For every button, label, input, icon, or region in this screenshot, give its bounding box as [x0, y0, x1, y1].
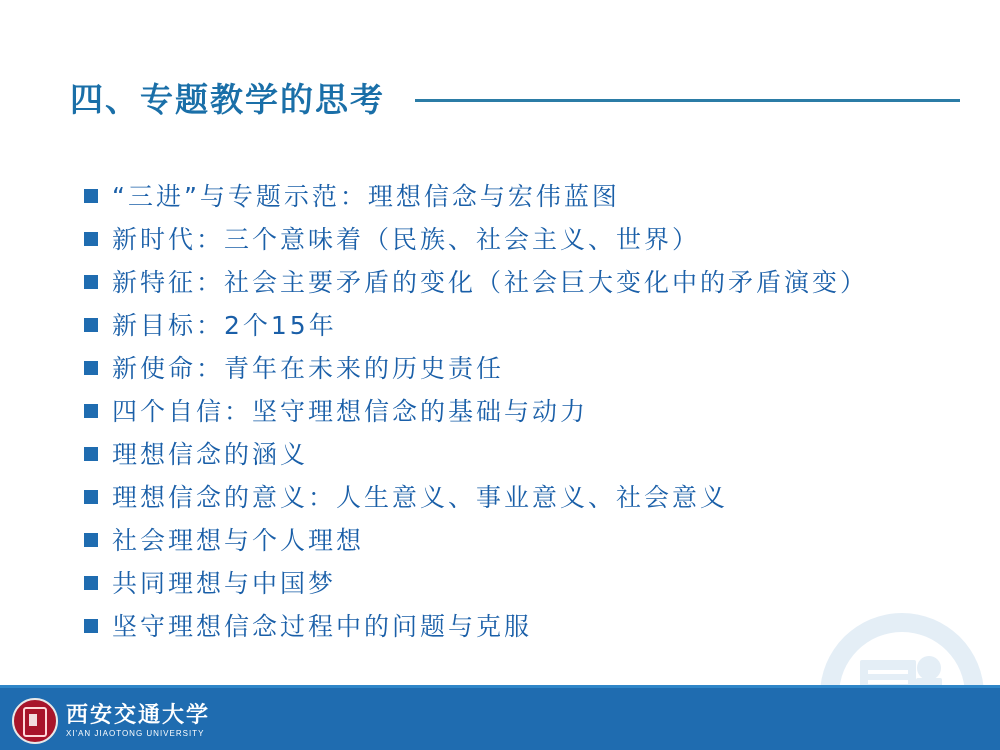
university-seal-icon [12, 698, 58, 744]
list-item [84, 307, 954, 345]
slide-title-row [70, 74, 960, 121]
list-item [84, 565, 954, 603]
list-item-label: 理想信念的涵义 [112, 440, 309, 469]
list-item-label: 新特征：社会主要矛盾的变化（社会巨大变化中的矛盾演变） [112, 268, 869, 297]
title-divider [415, 99, 960, 102]
logo-name-cn: 西安交通大学 [66, 702, 211, 728]
list-item-label: 坚守理想信念过程中的问题与克服 [112, 612, 533, 641]
list-item [84, 350, 954, 388]
list-item [84, 221, 954, 259]
square-bullet-icon [84, 189, 98, 203]
list-item-label: 社会理想与个人理想 [112, 526, 365, 555]
list-item [84, 393, 954, 431]
list-item-label: 新时代：三个意味着（民族、社会主义、世界） [112, 225, 701, 254]
university-logo [12, 698, 210, 744]
list-item [84, 479, 954, 517]
square-bullet-icon [84, 619, 98, 633]
bullet-list [84, 178, 954, 651]
list-item-label: 理想信念的意义：人生意义、事业意义、社会意义 [112, 483, 729, 512]
square-bullet-icon [84, 404, 98, 418]
list-item [84, 264, 954, 302]
square-bullet-icon [84, 318, 98, 332]
list-item [84, 178, 954, 216]
square-bullet-icon [84, 232, 98, 246]
list-item-label: 共同理想与中国梦 [112, 569, 337, 598]
list-item-label: “三进”与专题示范：理想信念与宏伟蓝图 [112, 182, 620, 211]
list-item [84, 608, 954, 646]
square-bullet-icon [84, 361, 98, 375]
list-item-label: 四个自信：坚守理想信念的基础与动力 [112, 397, 589, 426]
square-bullet-icon [84, 576, 98, 590]
page-title: 四、专题教学的思考 [70, 80, 385, 119]
list-item-label: 新目标：2个15年 [112, 311, 337, 340]
square-bullet-icon [84, 447, 98, 461]
square-bullet-icon [84, 490, 98, 504]
logo-text-block [66, 702, 210, 740]
list-item-label: 新使命：青年在未来的历史责任 [112, 354, 505, 383]
list-item [84, 436, 954, 474]
square-bullet-icon [84, 275, 98, 289]
logo-name-en: XI'AN JIAOTONG UNIVERSITY [66, 729, 205, 738]
list-item [84, 522, 954, 560]
square-bullet-icon [84, 533, 98, 547]
